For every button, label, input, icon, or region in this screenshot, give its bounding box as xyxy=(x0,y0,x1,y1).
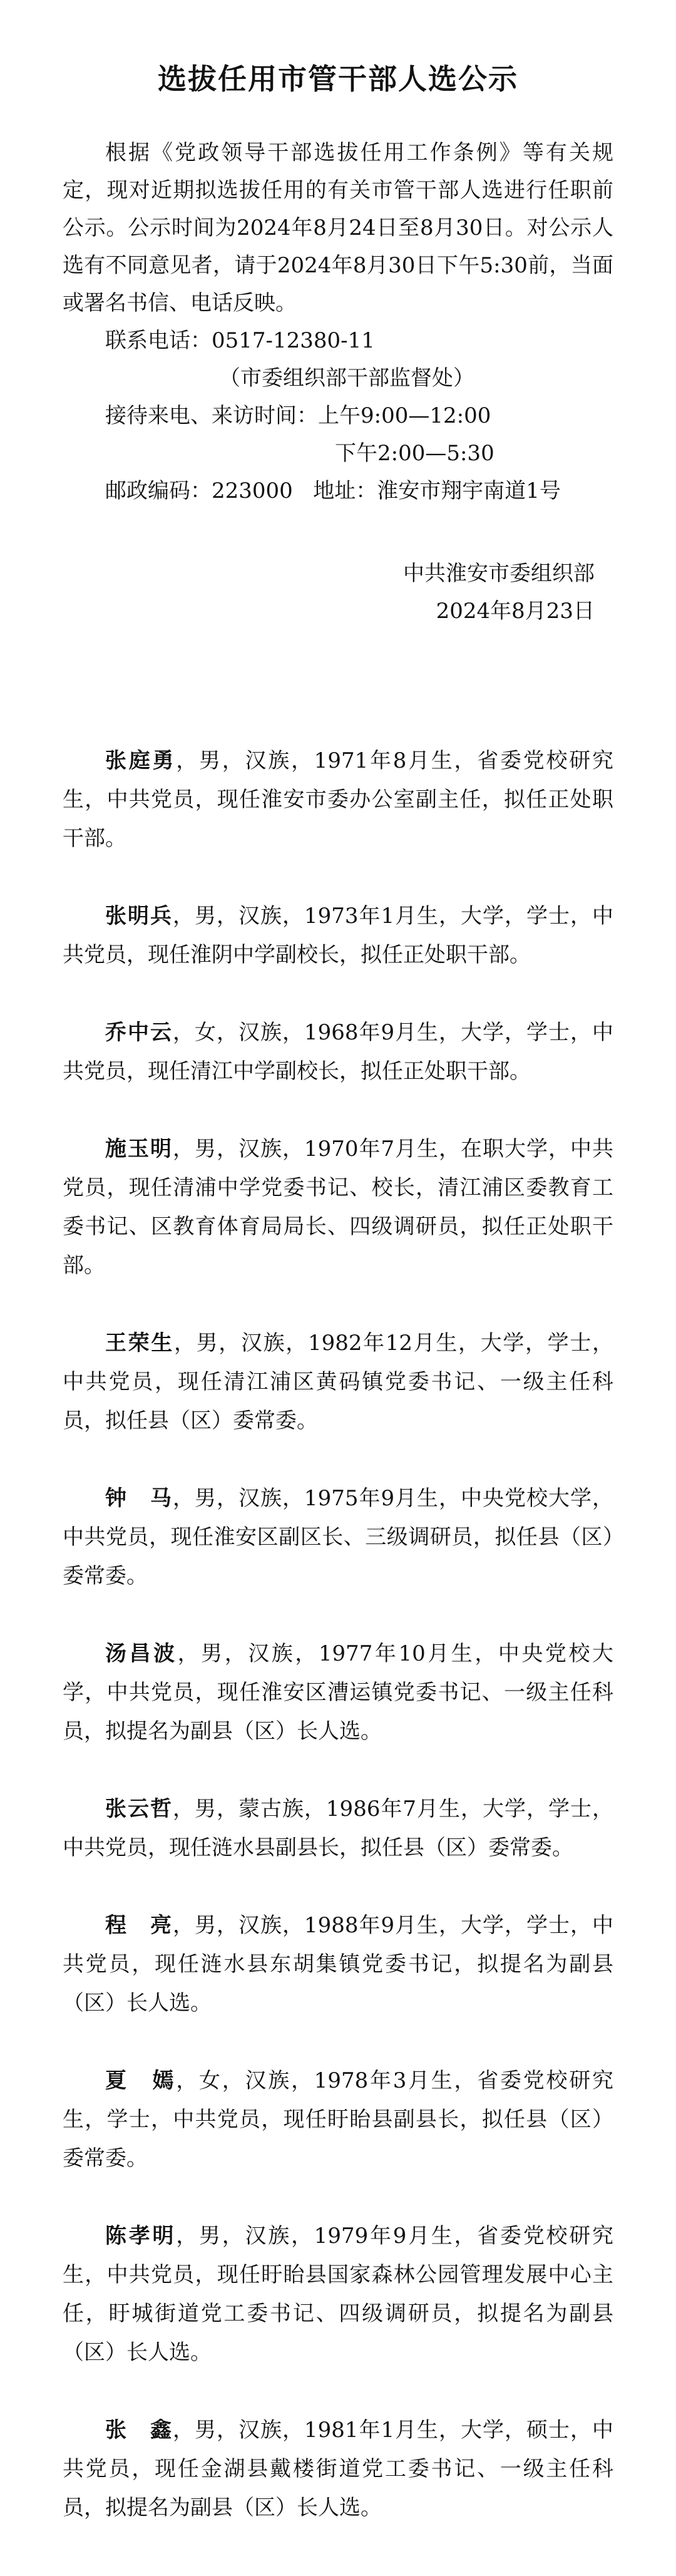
candidate-name: 乔中云 xyxy=(105,1020,173,1045)
candidate-list xyxy=(63,741,613,2527)
candidate-item xyxy=(63,2217,613,2372)
candidate-name: 张云哲 xyxy=(105,1796,173,1821)
candidate-name: 张 鑫 xyxy=(105,2418,173,2443)
candidate-name: 王荣生 xyxy=(105,1331,174,1356)
candidate-name: 陈孝明 xyxy=(105,2223,177,2249)
candidate-details: ，男，汉族，1975年9月生，中央党校大学，中共党员，现任淮安区副区长、三级调研员，拟任县（区）委常委。 xyxy=(63,1486,613,1589)
reception-hours-pm: 下午2:00—5:30 xyxy=(335,441,494,466)
reception-hours-am: 接待来电、来访时间：上午9:00—12:00 xyxy=(105,403,491,428)
candidate-details: ，男，汉族，1988年9月生，大学，学士，中共党员，现任涟水县东胡集镇党委书记，拟提名为副县（区）长人选。 xyxy=(63,1913,613,2016)
candidate-name: 汤昌波 xyxy=(105,1641,178,1666)
signature-org: 中共淮安市委组织部 xyxy=(403,561,595,586)
candidate-details: ，男，汉族，1973年1月生，大学，学士，中共党员，现任淮阴中学副校长，拟任正处职干部。 xyxy=(63,904,613,967)
candidate-item xyxy=(63,1790,613,1867)
candidate-details: ，男，汉族，1977年10月生，中央党校大学，中共党员，现任淮安区漕运镇党委书记、一级主任科员，拟提名为副县（区）长人选。 xyxy=(63,1641,614,1744)
candidate-item xyxy=(63,1906,613,2022)
candidate-name: 夏 嫣 xyxy=(105,2068,177,2093)
candidate-details: ，男，汉族，1981年1月生，大学，硕士，中共党员，现任金湖县戴楼街道党工委书记、一级主任科员，拟提名为副县（区）长人选。 xyxy=(63,2418,613,2520)
intro-paragraph: 根据《党政领导干部选拔任用工作条例》等有关规定，现对近期拟选拔任用的有关市管干部人选进行任职前公示。公示时间为2024年8月24日至8月30日。对公示人选有不同意见者，请于2024年8月30日下午5:30前，当面或署名书信、电话反映。 xyxy=(63,140,613,316)
candidate-item xyxy=(63,1324,613,1440)
candidate-item xyxy=(63,1013,613,1091)
candidate-name: 钟 马 xyxy=(105,1486,173,1511)
candidate-name: 施玉明 xyxy=(105,1136,173,1162)
candidate-details: ，女，汉族，1978年3月生，省委党校研究生，学士，中共党员，现任盱眙县副县长，拟任县（区）委常委。 xyxy=(63,2068,613,2171)
contact-block xyxy=(63,322,613,510)
signature-block xyxy=(63,555,613,630)
contact-office: （市委组织部干部监督处） xyxy=(219,366,474,391)
contact-phone: 联系电话：0517-12380-11 xyxy=(105,328,375,353)
page-title: 选拔任用市管干部人选公示 xyxy=(158,62,518,96)
candidate-details: ，男，汉族，1971年8月生，省委党校研究生，中共党员，现任淮安市委办公室副主任，拟任正处职干部。 xyxy=(63,748,613,851)
signature-date: 2024年8月23日 xyxy=(436,599,595,624)
candidate-item xyxy=(63,2061,613,2178)
candidate-details: ，男，蒙古族，1986年7月生，大学，学士，中共党员，现任涟水县副县长，拟任县（区）委常委。 xyxy=(63,1796,613,1860)
candidate-item xyxy=(63,1479,613,1595)
candidate-item xyxy=(63,741,613,858)
candidate-name: 张庭勇 xyxy=(105,748,177,773)
candidate-name: 张明兵 xyxy=(105,904,173,929)
candidate-item xyxy=(63,1130,613,1285)
candidate-details: ，男，汉族，1979年9月生，省委党校研究生，中共党员，现任盱眙县国家森林公园管理发展中心主任，盱城街道党工委书记、四级调研员，拟提名为副县（区）长人选。 xyxy=(63,2223,613,2365)
postal-address: 邮政编码：223000 地址：淮安市翔宇南道1号 xyxy=(105,478,561,503)
candidate-details: ，男，汉族，1982年12月生，大学，学士，中共党员，现任清江浦区黄码镇党委书记、一级主任科员，拟任县（区）委常委。 xyxy=(63,1331,613,1433)
candidate-item xyxy=(63,1634,613,1751)
candidate-item xyxy=(63,897,613,974)
candidate-item xyxy=(63,2411,613,2527)
candidate-name: 程 亮 xyxy=(105,1913,173,1938)
candidate-details: ，女，汉族，1968年9月生，大学，学士，中共党员，现任清江中学副校长，拟任正处职干部。 xyxy=(63,1020,613,1084)
candidate-details: ，男，汉族，1970年7月生，在职大学，中共党员，现任清浦中学党委书记、校长，清江浦区委教育工委书记、区教育体育局局长、四级调研员，拟任正处职干部。 xyxy=(63,1136,613,1278)
